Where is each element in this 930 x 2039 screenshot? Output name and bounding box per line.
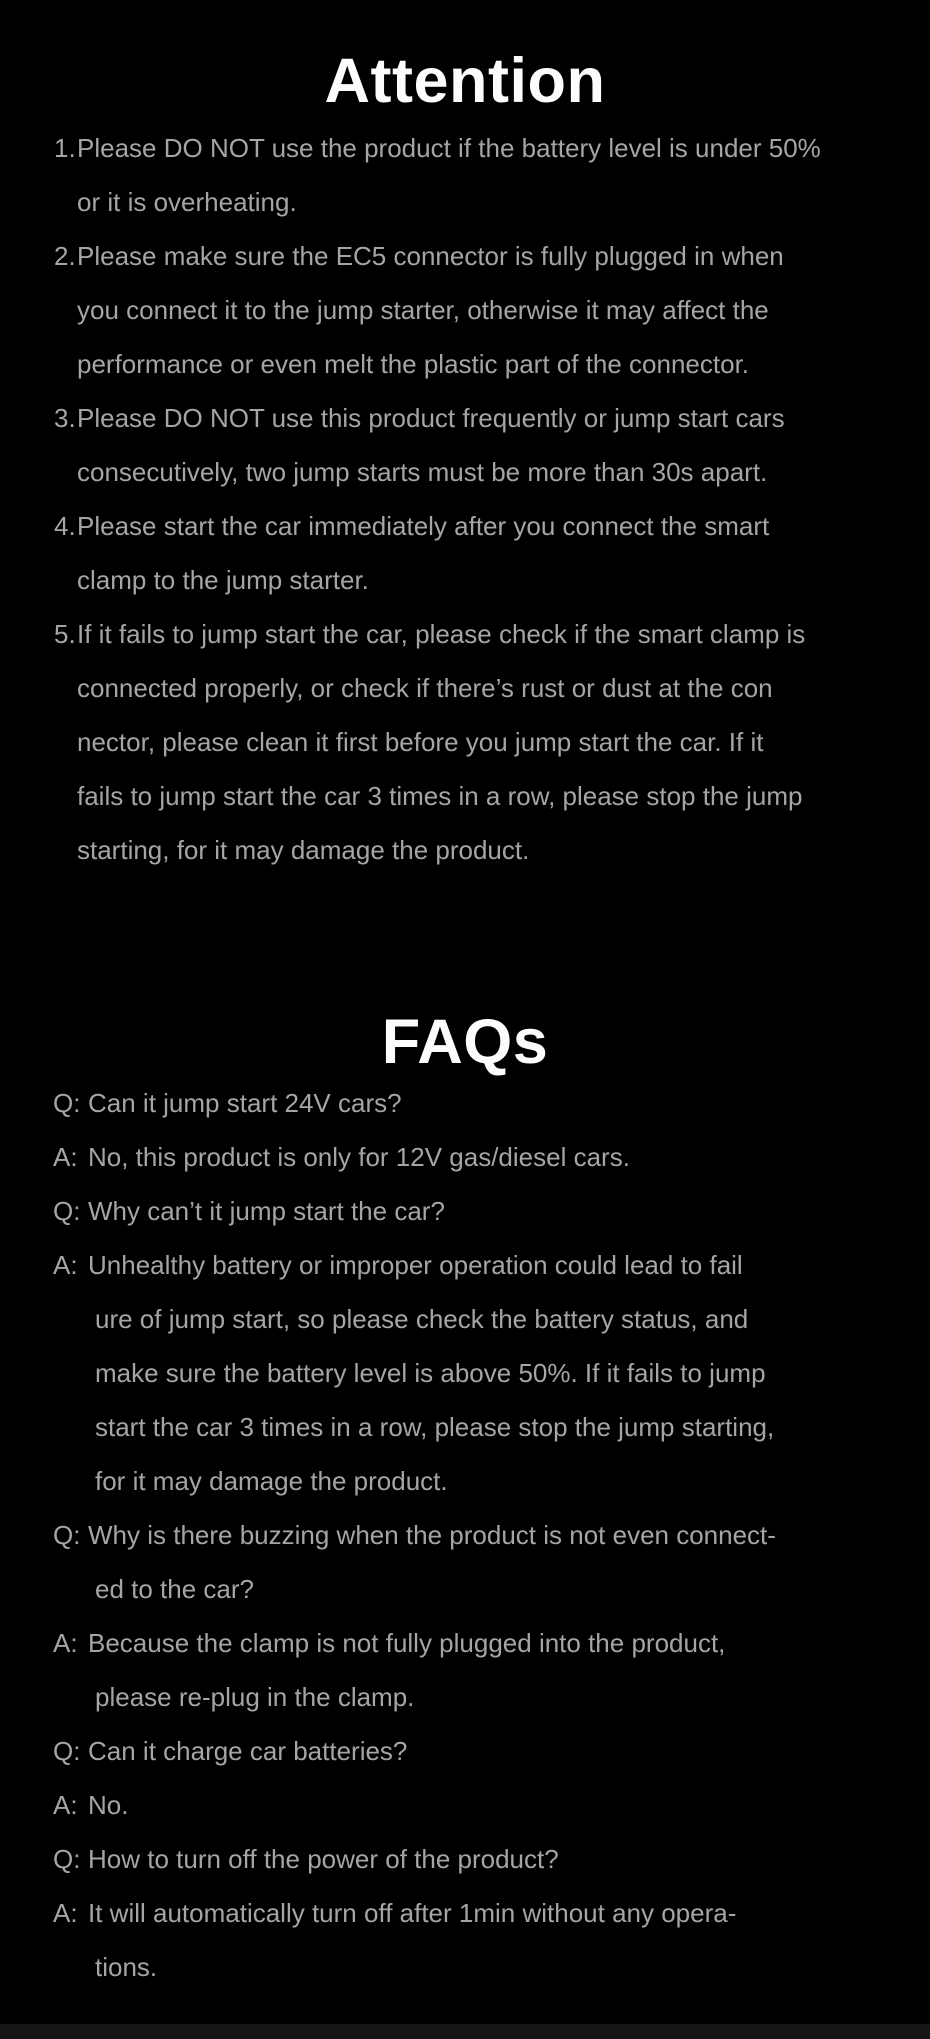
item-number (54, 337, 77, 391)
attention-title: Attention (324, 46, 606, 117)
question-marker: Q: (53, 1736, 81, 1766)
list-item-line (0, 283, 930, 337)
item-text: starting, for it may damage the product. (77, 835, 530, 865)
faq-question-line (0, 1076, 930, 1130)
list-item-line (0, 823, 930, 877)
item-text: Please start the car immediately after you connect the smart (77, 511, 770, 541)
question-marker: Q: (53, 1196, 81, 1226)
faq-answer-line (0, 1778, 930, 1832)
answer-text: please re-plug in the clamp. (95, 1682, 415, 1712)
faq-question-line (0, 1508, 930, 1562)
faq-question-line (0, 1724, 930, 1778)
item-text: performance or even melt the plastic part of the connector. (77, 349, 750, 379)
item-text: nector, please clean it first before you jump start the car. If it (77, 727, 764, 757)
faq-answer-line (0, 1670, 930, 1724)
list-item-line (0, 229, 930, 283)
list-item-line (0, 445, 930, 499)
item-number (54, 445, 77, 499)
answer-marker (53, 1670, 88, 1724)
item-number: 3. (54, 403, 76, 433)
answer-marker (53, 1400, 88, 1454)
question-marker: Q: (53, 1844, 81, 1874)
attention-list (0, 121, 930, 877)
item-number (54, 175, 77, 229)
faq-question-line (0, 1184, 930, 1238)
answer-text: make sure the battery level is above 50%. If it fails to jump (95, 1358, 766, 1388)
item-text: connected properly, or check if there’s rust or dust at the con (77, 673, 773, 703)
faq-answer-line (0, 1238, 930, 1292)
item-number (54, 283, 77, 337)
faq-answer-line (0, 1454, 930, 1508)
faq-question-line (0, 1562, 930, 1616)
list-item-line (0, 391, 930, 445)
item-text: Please DO NOT use the product if the battery level is under 50% (77, 133, 821, 163)
item-number (54, 715, 77, 769)
item-number: 4. (54, 511, 76, 541)
answer-text: Because the clamp is not fully plugged into the product, (88, 1628, 726, 1658)
list-item-line (0, 769, 930, 823)
item-number: 1. (54, 133, 76, 163)
faq-answer-line (0, 1940, 930, 1994)
list-item-line (0, 337, 930, 391)
list-item-line (0, 175, 930, 229)
answer-text: tions. (95, 1952, 158, 1982)
faq-question-line (0, 1832, 930, 1886)
answer-marker (53, 1292, 88, 1346)
answer-marker (53, 1940, 88, 1994)
item-text: fails to jump start the car 3 times in a row, please stop the jump (77, 781, 803, 811)
answer-marker: A: (53, 1250, 78, 1280)
item-text: you connect it to the jump starter, otherwise it may affect the (77, 295, 769, 325)
answer-text: start the car 3 times in a row, please stop the jump starting, (95, 1412, 775, 1442)
answer-marker: A: (53, 1142, 78, 1172)
question-text: Why is there buzzing when the product is not even connect- (88, 1520, 776, 1550)
item-number (54, 823, 77, 877)
item-number (54, 661, 77, 715)
faqs-list (0, 1076, 930, 1994)
item-number (54, 769, 77, 823)
answer-text: No, this product is only for 12V gas/diesel cars. (88, 1142, 630, 1172)
answer-text: for it may damage the product. (95, 1466, 448, 1496)
item-text: Please DO NOT use this product frequently or jump start cars (77, 403, 785, 433)
question-text: Can it charge car batteries? (88, 1736, 408, 1766)
faq-answer-line (0, 1130, 930, 1184)
question-text: ed to the car? (95, 1574, 254, 1604)
item-number (54, 553, 77, 607)
faqs-title: FAQs (381, 1007, 549, 1078)
answer-marker: A: (53, 1898, 78, 1928)
item-text: consecutively, two jump starts must be more than 30s apart. (77, 457, 768, 487)
list-item-line (0, 607, 930, 661)
item-text: clamp to the jump starter. (77, 565, 369, 595)
item-text: Please make sure the EC5 connector is fully plugged in when (77, 241, 784, 271)
list-item-line (0, 121, 930, 175)
list-item-line (0, 661, 930, 715)
question-marker: Q: (53, 1520, 81, 1550)
list-item-line (0, 715, 930, 769)
faq-answer-line (0, 1400, 930, 1454)
answer-marker (53, 1454, 88, 1508)
list-item-line (0, 499, 930, 553)
faq-answer-line (0, 1886, 930, 1940)
faq-answer-line (0, 1616, 930, 1670)
question-marker: Q: (53, 1088, 81, 1118)
item-number: 2. (54, 241, 76, 271)
faq-answer-line (0, 1292, 930, 1346)
question-text: Why can’t it jump start the car? (88, 1196, 445, 1226)
answer-marker (53, 1346, 88, 1400)
answer-marker: A: (53, 1790, 78, 1820)
footer-strip (0, 2024, 930, 2039)
question-text: Can it jump start 24V cars? (88, 1088, 402, 1118)
answer-text: It will automatically turn off after 1min without any opera- (88, 1898, 737, 1928)
answer-text: ure of jump start, so please check the battery status, and (95, 1304, 749, 1334)
item-text: If it fails to jump start the car, please check if the smart clamp is (77, 619, 806, 649)
list-item-line (0, 553, 930, 607)
answer-marker: A: (53, 1628, 78, 1658)
item-text: or it is overheating. (77, 187, 297, 217)
faq-answer-line (0, 1346, 930, 1400)
answer-text: Unhealthy battery or improper operation could lead to fail (88, 1250, 743, 1280)
question-text: How to turn off the power of the product? (88, 1844, 559, 1874)
answer-text: No. (88, 1790, 129, 1820)
question-marker (53, 1562, 88, 1616)
item-number: 5. (54, 619, 76, 649)
